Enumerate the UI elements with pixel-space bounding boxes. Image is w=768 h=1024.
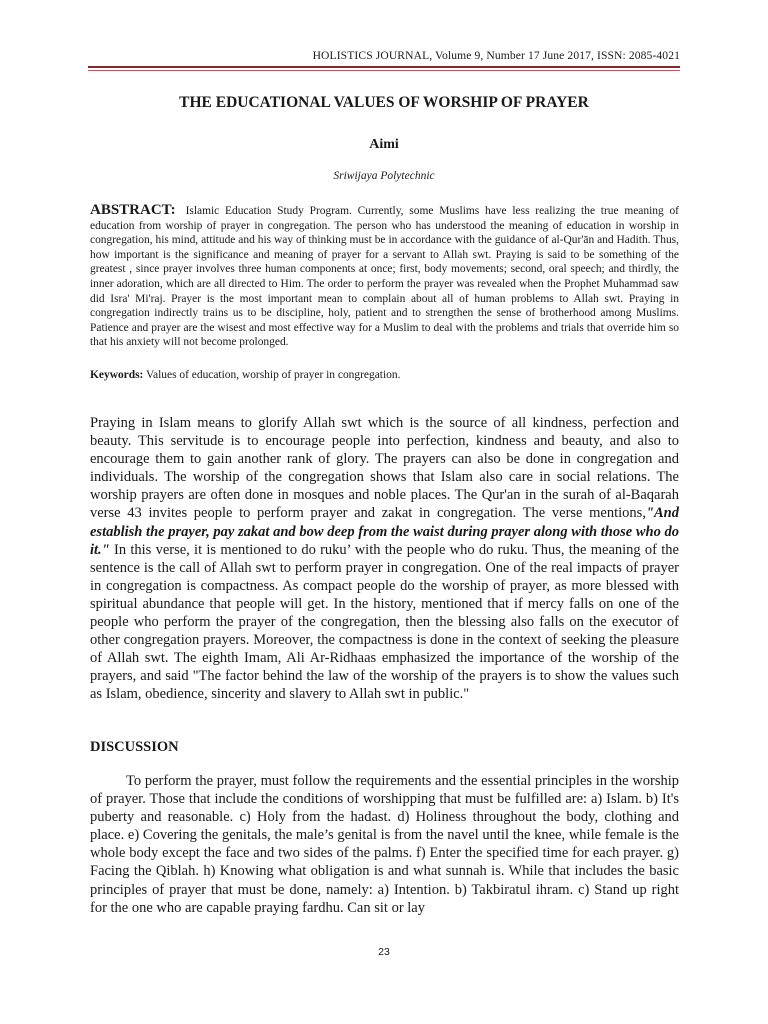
abstract [90, 203, 679, 350]
intro-text-1: Praying in Islam means to glorify Allah swt which is the source of all kindness, perfection and beauty. This servitude is to encourage people into perfection, kindness and beauty, and also to encourage them to gain another rank of glory. The prayers can also be done in congregation and individuals. The worship of the congregation shows that Islam also care in social relations. The worship prayers are often done in mosques and noble places. The Qur'an in the surah of al-Baqarah verse 43 invites people to perform prayer and zakat in congregation. The verse mentions, [90, 415, 679, 522]
verse-quote: "And establish the prayer, pay zakat and bow deep from the waist during prayer along with those who do it." [90, 505, 679, 558]
discussion-paragraph: To perform the prayer, must follow the requirements and the essential principles in the worship of prayer. Those that include the conditions of worshipping that must be fulfilled are: a) Islam. b) It's puberty and reasonable. c) Holy from the hadast. d) Holiness throughout the body, clothing and place. e) Covering the genitals, the male’s genital is from the navel until the knee, while female is the whole body except the face and two sides of the palms. f) Enter the specified time for each prayer. g) Facing the Qiblah. h) Knowing what obligation is and what sunnah is. While that includes the basic principles of prayer that must be done, namely: a) Intention. b) Takbiratul ihram. c) Stand up right for the one who are capable praying fardhu. Can sit or lay [90, 773, 679, 916]
intro-paragraph [90, 414, 679, 704]
paper-title: THE EDUCATIONAL VALUES OF WORSHIP OF PRAYER [179, 94, 589, 111]
keywords-text: Values of education, worship of prayer in congregation. [146, 369, 401, 381]
intro-text-2: In this verse, it is mentioned to do ruku’ with the people who do ruku. Thus, the meaning of the sentence is the call of Allah swt to perform prayer in congregation. One of the real impacts of prayer in congregation is compactness. As compact people do the worship of prayer, as more blessed with spiritual abundance that people will get. In the history, mentioned that if mercy falls on one of the people who perform the prayer of the congregation, then the blessing also falls on the executor of other congregation prayers. Moreover, the compactness is done in the context of seeking the pleasure of Allah swt. The eighth Imam, Ali Ar-Ridhaas emphasized the importance of the worship of the prayers, and said "The factor behind the law of the worship of the prayers is to show the values such as Islam, obedience, sincerity and slavery to Allah swt in public." [90, 541, 679, 703]
abstract-label: ABSTRACT: [90, 202, 176, 218]
page-number: 23 [378, 946, 390, 958]
keywords [90, 368, 679, 383]
author-affiliation: Sriwijaya Polytechnic [333, 170, 435, 182]
author-name: Aimi [369, 137, 399, 152]
running-head: HOLISTICS JOURNAL, Volume 9, Number 17 June 2017, ISSN: 2085-4021 [312, 49, 680, 62]
keywords-label: Keywords: [90, 369, 144, 381]
discussion-heading: DISCUSSION [90, 739, 179, 755]
header-rule-thin [88, 70, 680, 71]
abstract-text: Islamic Education Study Program. Currently, some Muslims have less realizing the true meaning of education from worship of prayer in congregation. The person who has understood the meaning of education in worship in congregation, his mind, attitude and his way of thinking must be in accordance with the guidance of al-Qur'ān and Hadith. Thus, how important is the significance and meaning of prayer for a servant to Allah swt. Praying is said to be something of the greatest , since prayer involves three human components at once; first, body movements; second, oral speech; and thirdly, the inner adoration, which are all directed to Him. The order to perform the prayer was revealed when the Prophet Muhammad saw did Isra' Mi'raj. Prayer is the most important mean to complain about all of human problems to Allah swt. Praying in congregation indirectly trains us to be discipline, holy, patient and to strengthen the sense of brotherhood among Muslims. Patience and prayer are the wisest and most effective way for a Muslim to deal with the problems and trials that override him so that his anxiety will not become prolonged. [90, 205, 679, 349]
header-rule [88, 66, 680, 68]
